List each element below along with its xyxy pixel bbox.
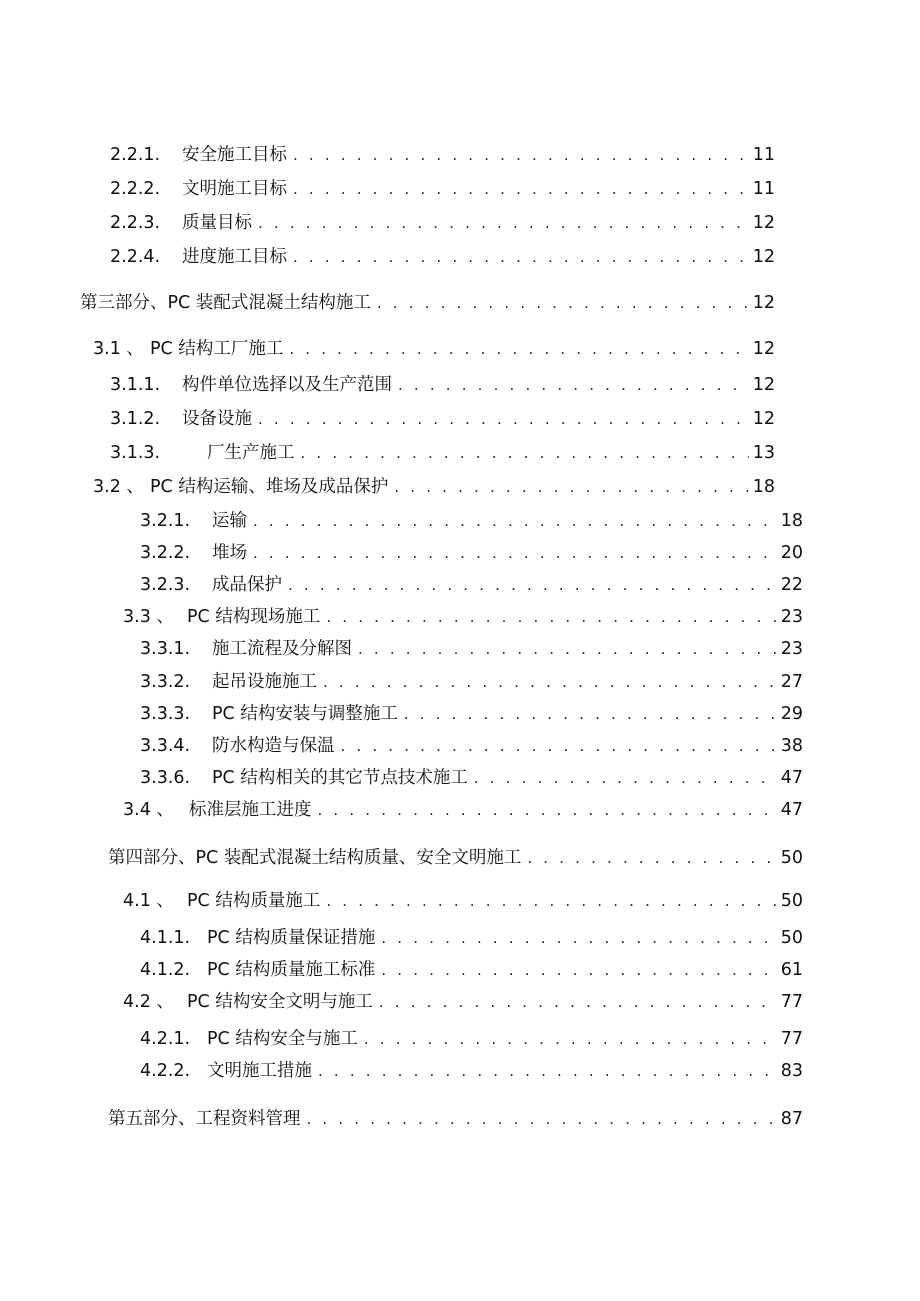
toc-entry-page: 22 <box>780 575 803 595</box>
toc-entry-title: 防水构造与保温 <box>212 736 335 756</box>
toc-entry-page: 50 <box>780 891 803 911</box>
toc-entry-title: PC 结构安全文明与施工 <box>187 992 373 1012</box>
toc-entry[interactable] <box>140 701 803 727</box>
toc-entry-number: 3.1.1. <box>110 375 161 395</box>
toc-entry[interactable] <box>140 1058 803 1084</box>
toc-entry-number: 3.3.3. <box>140 704 191 724</box>
dot-leader <box>258 210 749 236</box>
dot-leader <box>301 440 749 466</box>
toc-entry-number: 3.2 、 <box>93 477 144 497</box>
toc-entry-number: 2.2.4. <box>110 247 161 267</box>
toc-entry-number: 2.2.2. <box>110 179 161 199</box>
toc-entry-page: 27 <box>780 672 803 692</box>
toc-entry-title: 文明施工目标 <box>182 179 287 199</box>
toc-entry-page: 18 <box>752 477 775 497</box>
toc-entry-number: 2.2.3. <box>110 213 161 233</box>
dot-leader <box>307 1106 777 1132</box>
toc-entry-number: 3.3.6. <box>140 768 191 788</box>
toc-entry-title: 文明施工措施 <box>207 1061 312 1081</box>
dot-leader <box>341 733 777 759</box>
dot-leader <box>527 845 776 871</box>
toc-entry[interactable] <box>140 540 803 566</box>
dot-leader <box>253 540 777 566</box>
toc-entry-number: 3.2.3. <box>140 575 191 595</box>
toc-entry-number: 4.1.2. <box>140 960 191 980</box>
dot-leader <box>404 701 777 727</box>
toc-entry-number: 3.2.1. <box>140 511 191 531</box>
toc-entry-page: 29 <box>780 704 803 724</box>
toc-entry-number: 3.1.3. <box>110 443 161 463</box>
toc-entry-page: 50 <box>780 928 803 948</box>
dot-leader <box>474 765 777 791</box>
dot-leader <box>381 957 776 983</box>
toc-entry-title: 第四部分、PC 装配式混凝土结构质量、安全文明施工 <box>108 848 522 868</box>
dot-leader <box>326 888 776 914</box>
toc-entry-page: 12 <box>752 339 775 359</box>
toc-entry[interactable] <box>140 925 803 951</box>
toc-entry-number: 4.1 、 <box>123 891 174 911</box>
toc-entry-title: 施工流程及分解图 <box>212 639 352 659</box>
toc-entry-title: 安全施工目标 <box>182 145 287 165</box>
toc-entry-page: 12 <box>752 293 775 313</box>
toc-entry[interactable] <box>140 1026 803 1052</box>
toc-entry-number: 3.1.2. <box>110 409 161 429</box>
toc-entry-number: 3.3.2. <box>140 672 191 692</box>
toc-entry-title: 构件单位选择以及生产范围 <box>182 375 392 395</box>
toc-entry-title: 堆场 <box>212 543 247 563</box>
toc-entry[interactable] <box>123 888 803 914</box>
toc-entry-number: 4.1.1. <box>140 928 191 948</box>
dot-leader <box>398 372 749 398</box>
toc-entry-number: 4.2.2. <box>140 1061 191 1081</box>
toc-entry-title: 进度施工目标 <box>182 247 287 267</box>
dot-leader <box>258 406 749 432</box>
toc-entry[interactable] <box>110 372 775 398</box>
toc-entry-title: 运输 <box>212 511 247 531</box>
toc-entry-page: 47 <box>780 800 803 820</box>
toc-entry-title: 设备设施 <box>182 409 252 429</box>
toc-entry-title: 成品保护 <box>212 575 282 595</box>
toc-entry-page: 77 <box>780 992 803 1012</box>
toc-entry-title: 厂生产施工 <box>207 443 295 463</box>
toc-entry-page: 23 <box>780 639 803 659</box>
dot-leader <box>293 142 749 168</box>
dot-leader <box>323 669 777 695</box>
toc-entry[interactable] <box>110 176 775 202</box>
toc-entry-title: 起吊设施施工 <box>212 672 317 692</box>
toc-entry-page: 23 <box>780 607 803 627</box>
toc-entry[interactable] <box>140 636 803 662</box>
toc-entry[interactable] <box>123 797 803 823</box>
toc-entry-page: 47 <box>780 768 803 788</box>
toc-entry-title: PC 结构安装与调整施工 <box>212 704 398 724</box>
toc-entry[interactable] <box>93 474 775 500</box>
dot-leader <box>381 925 776 951</box>
toc-entry-title: PC 结构运输、堆场及成品保护 <box>150 477 389 497</box>
dot-leader <box>318 1058 777 1084</box>
dot-leader <box>288 572 777 598</box>
toc-entry-title: 第三部分、PC 装配式混凝土结构施工 <box>80 293 371 313</box>
toc-entry-number: 3.1 、 <box>93 339 144 359</box>
toc-entry[interactable] <box>140 508 803 534</box>
dot-leader <box>394 474 748 500</box>
toc-part-heading[interactable] <box>108 1106 803 1132</box>
toc-entry-page: 13 <box>752 443 775 463</box>
dot-leader <box>293 176 749 202</box>
toc-entry[interactable] <box>110 440 775 466</box>
toc-entry[interactable] <box>140 669 803 695</box>
toc-entry-title: 质量目标 <box>182 213 252 233</box>
toc-entry-page: 20 <box>780 543 803 563</box>
toc-entry-page: 11 <box>752 179 775 199</box>
toc-entry-page: 12 <box>752 409 775 429</box>
dot-leader <box>364 1026 777 1052</box>
toc-entry[interactable] <box>110 406 775 432</box>
toc-entry[interactable] <box>140 572 803 598</box>
toc-entry-title: PC 结构工厂施工 <box>150 339 284 359</box>
toc-entry-number: 3.4 、 <box>123 800 174 820</box>
toc-entry[interactable] <box>140 765 803 791</box>
toc-entry-title: PC 结构质量施工标准 <box>207 960 376 980</box>
toc-entry-title: 第五部分、工程资料管理 <box>108 1109 301 1129</box>
toc-entry-title: 标准层施工进度 <box>189 800 312 820</box>
toc-entry-page: 50 <box>780 848 803 868</box>
toc-entry-page: 12 <box>752 375 775 395</box>
toc-entry-title: PC 结构质量施工 <box>187 891 321 911</box>
toc-entry-page: 12 <box>752 247 775 267</box>
toc-entry-page: 61 <box>780 960 803 980</box>
toc-entry-page: 87 <box>780 1109 803 1129</box>
dot-leader <box>377 290 749 316</box>
dot-leader <box>318 797 777 823</box>
toc-entry-number: 3.3.1. <box>140 639 191 659</box>
toc-entry[interactable] <box>140 957 803 983</box>
toc-part-heading[interactable] <box>80 290 775 316</box>
toc-entry[interactable] <box>140 733 803 759</box>
dot-leader <box>358 636 777 662</box>
dot-leader <box>379 989 777 1015</box>
toc-entry-page: 83 <box>780 1061 803 1081</box>
toc-entry-page: 38 <box>780 736 803 756</box>
toc-entry[interactable] <box>110 210 775 236</box>
toc-entry-page: 18 <box>780 511 803 531</box>
toc-entry-title: PC 结构现场施工 <box>187 607 321 627</box>
toc-entry-title: PC 结构相关的其它节点技术施工 <box>212 768 468 788</box>
dot-leader <box>326 604 776 630</box>
toc-entry-title: PC 结构质量保证措施 <box>207 928 376 948</box>
toc-entry[interactable] <box>123 604 803 630</box>
toc-entry[interactable] <box>93 336 775 362</box>
toc-entry-number: 3.2.2. <box>140 543 191 563</box>
toc-entry-number: 3.3 、 <box>123 607 174 627</box>
toc-entry[interactable] <box>123 989 803 1015</box>
toc-entry-page: 11 <box>752 145 775 165</box>
toc-entry[interactable] <box>110 142 775 168</box>
dot-leader <box>289 336 748 362</box>
dot-leader <box>293 244 749 270</box>
dot-leader <box>253 508 777 534</box>
toc-entry-number: 3.3.4. <box>140 736 191 756</box>
toc-entry[interactable] <box>110 244 775 270</box>
toc-part-heading[interactable] <box>108 845 803 871</box>
toc-entry-title: PC 结构安全与施工 <box>207 1029 358 1049</box>
toc-entry-page: 12 <box>752 213 775 233</box>
toc-entry-number: 4.2 、 <box>123 992 174 1012</box>
toc-entry-number: 2.2.1. <box>110 145 161 165</box>
toc-entry-page: 77 <box>780 1029 803 1049</box>
toc-entry-number: 4.2.1. <box>140 1029 191 1049</box>
